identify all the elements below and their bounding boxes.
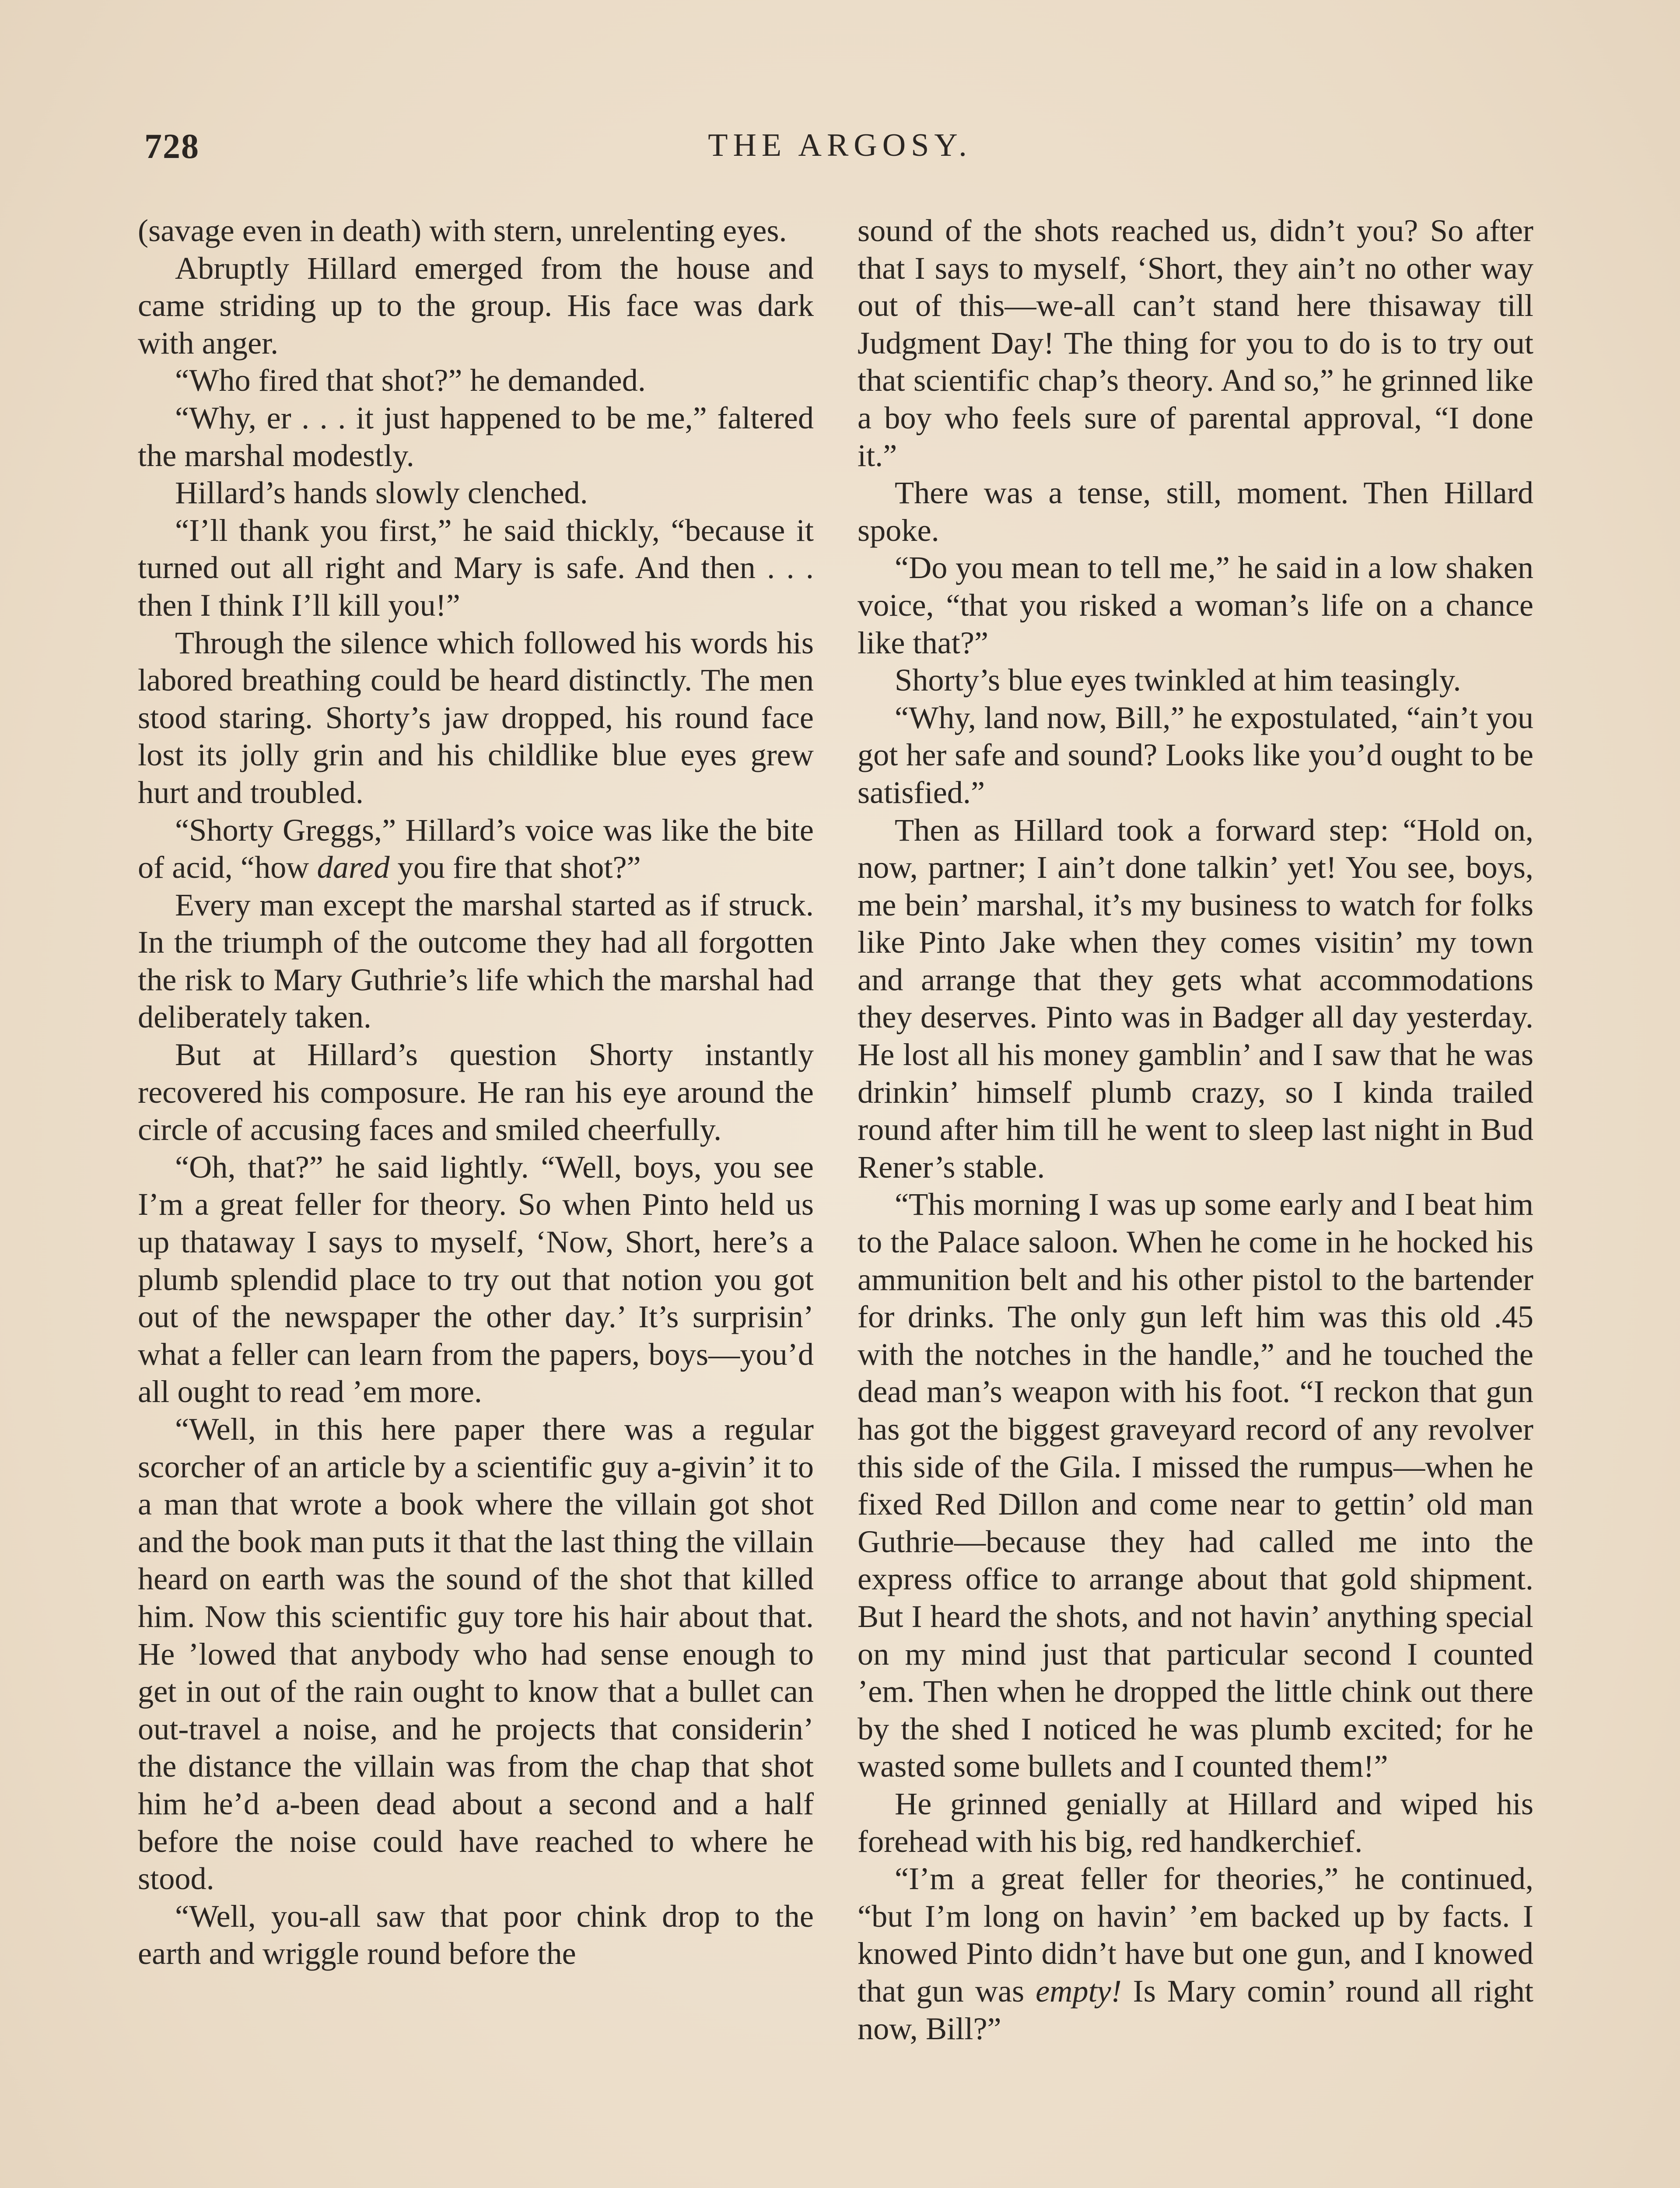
paragraph: Hillard’s hands slowly clenched. [175, 475, 588, 511]
paragraph: “Why, land now, Bill,” he expostulated, “ain’t you got her safe and sound? Looks like you’d ought to be satisfied.” [858, 700, 1533, 810]
running-head: THE ARGOSY. [708, 127, 972, 163]
paragraph: Through the silence which followed his words his labored breathing could be heard distinctly. The men stood staring. Shorty’s jaw dropped, his round face lost its jolly grin and his childlike blue eyes grew hurt and troubled. [138, 625, 814, 810]
paragraph: “I’m a great feller for theories,” he continued, “but I’m long on havin’ ’em backed up by facts. I knowed Pinto didn’t have but one gun, and I knowed that gun was empty! Is Mary comin’ round all right now, Bill?” [858, 1861, 1533, 2046]
right-column [858, 212, 1533, 2188]
paragraph: “I’ll thank you first,” he said thickly, “because it turned out all right and Mary is safe. And then . . . then I think I’ll kill you!” [138, 512, 814, 623]
paragraph: “Why, er . . . it just happened to be me,” faltered the marshal modestly. [138, 400, 814, 473]
paragraph: sound of the shots reached us, didn’t you? So after that I says to myself, ‘Short, they ain’t no other way out of this—we-all can’t stand here thisaway till Judgment Day! The thing for you to do is to try out that scientific chap’s theory. And so,” he grinned like a boy who feels sure of parental approval, “I done it.” [858, 213, 1533, 473]
paragraph: “Well, in this here paper there was a regular scorcher of an article by a scientific guy a-givin’ it to a man that wrote a book where the villain got shot and the book man puts it that the last thing the villain heard on earth was the sound of the shot that killed him. Now this scientific guy tore his hair about that. He ’lowed that anybody who had sense enough to get in out of the rain ought to know that a bullet can out-travel a noise, and he projects that considerin’ the distance the villain was from the chap that shot him he’d a-been dead about a second and a half before the noise could have reached to where he stood. [138, 1412, 814, 1897]
page-number: 728 [144, 127, 200, 166]
page-header [144, 127, 1536, 179]
paragraph: Then as Hillard took a forward step: “Hold on, now, partner; I ain’t done talkin’ yet! You see, boys, me bein’ marshal, it’s my business to watch for folks like Pinto Jake when they comes visitin’ my town and arrange that they gets what accommodations they deserves. Pinto was in Badger all day yesterday. He lost all his money gamblin’ and I saw that he was drinkin’ himself plumb crazy, so I kinda trailed round after him till he went to sleep last night in Bud Rener’s stable. [858, 812, 1533, 1185]
paragraph: “Who fired that shot?” he demanded. [175, 363, 646, 398]
paragraph: (savage even in death) with stern, unrelenting eyes. [138, 213, 787, 248]
paragraph: “Well, you-all saw that poor chink drop to the earth and wriggle round before the [138, 1898, 814, 1971]
paragraph: “This morning I was up some early and I beat him to the Palace saloon. When he come in he hocked his ammunition belt and his other pistol to the bartender for drinks. The only gun left him was this old .45 with the notches in the handle,” and he touched the dead man’s weapon with his foot. “I reckon that gun has got the biggest graveyard record of any revolver this side of the Gila. I missed the rumpus—when he fixed Red Dillon and come near to gettin’ old man Guthrie—because they had called me into the express office to arrange about that gold shipment. But I heard the shots, and not havin’ anything special on my mind just that particular second I counted ’em. Then when he dropped the little chink out there by the shed I noticed he was plumb excited; for he wasted some bullets and I counted them!” [858, 1187, 1533, 1784]
paragraph: “Do you mean to tell me,” he said in a low shaken voice, “that you risked a woman’s life on a chance like that?” [858, 550, 1533, 660]
paragraph: Every man except the marshal started as if struck. In the triumph of the outcome they had all forgotten the risk to Mary Guthrie’s life which the marshal had deliberately taken. [138, 887, 814, 1035]
left-column [138, 212, 814, 2188]
paragraph: “Oh, that?” he said lightly. “Well, boys, you see I’m a great feller for theory. So when Pinto held us up thataway I says to myself, ‘Now, Short, here’s a plumb splendid place to try out that notion you got out of the newspaper the other day.’ It’s surprisin’ what a feller can learn from the papers, boys—you’d all ought to read ’em more. [138, 1149, 814, 1410]
paragraph: There was a tense, still, moment. Then Hillard spoke. [858, 475, 1533, 548]
paragraph: He grinned genially at Hillard and wiped his forehead with his big, red handkerchief. [858, 1786, 1533, 1859]
paragraph: Shorty’s blue eyes twinkled at him teasingly. [895, 663, 1461, 698]
emphasis: dared [317, 850, 390, 885]
paragraph: But at Hillard’s question Shorty instantly recovered his composure. He ran his eye around the circle of accusing faces and smiled cheerfully. [138, 1037, 814, 1147]
emphasis: empty! [1036, 1973, 1122, 2009]
paragraph: “Shorty Greggs,” Hillard’s voice was like the bite of acid, “how dared you fire that shot?” [138, 812, 814, 885]
paragraph: Abruptly Hillard emerged from the house and came striding up to the group. His face was dark with anger. [138, 250, 814, 361]
